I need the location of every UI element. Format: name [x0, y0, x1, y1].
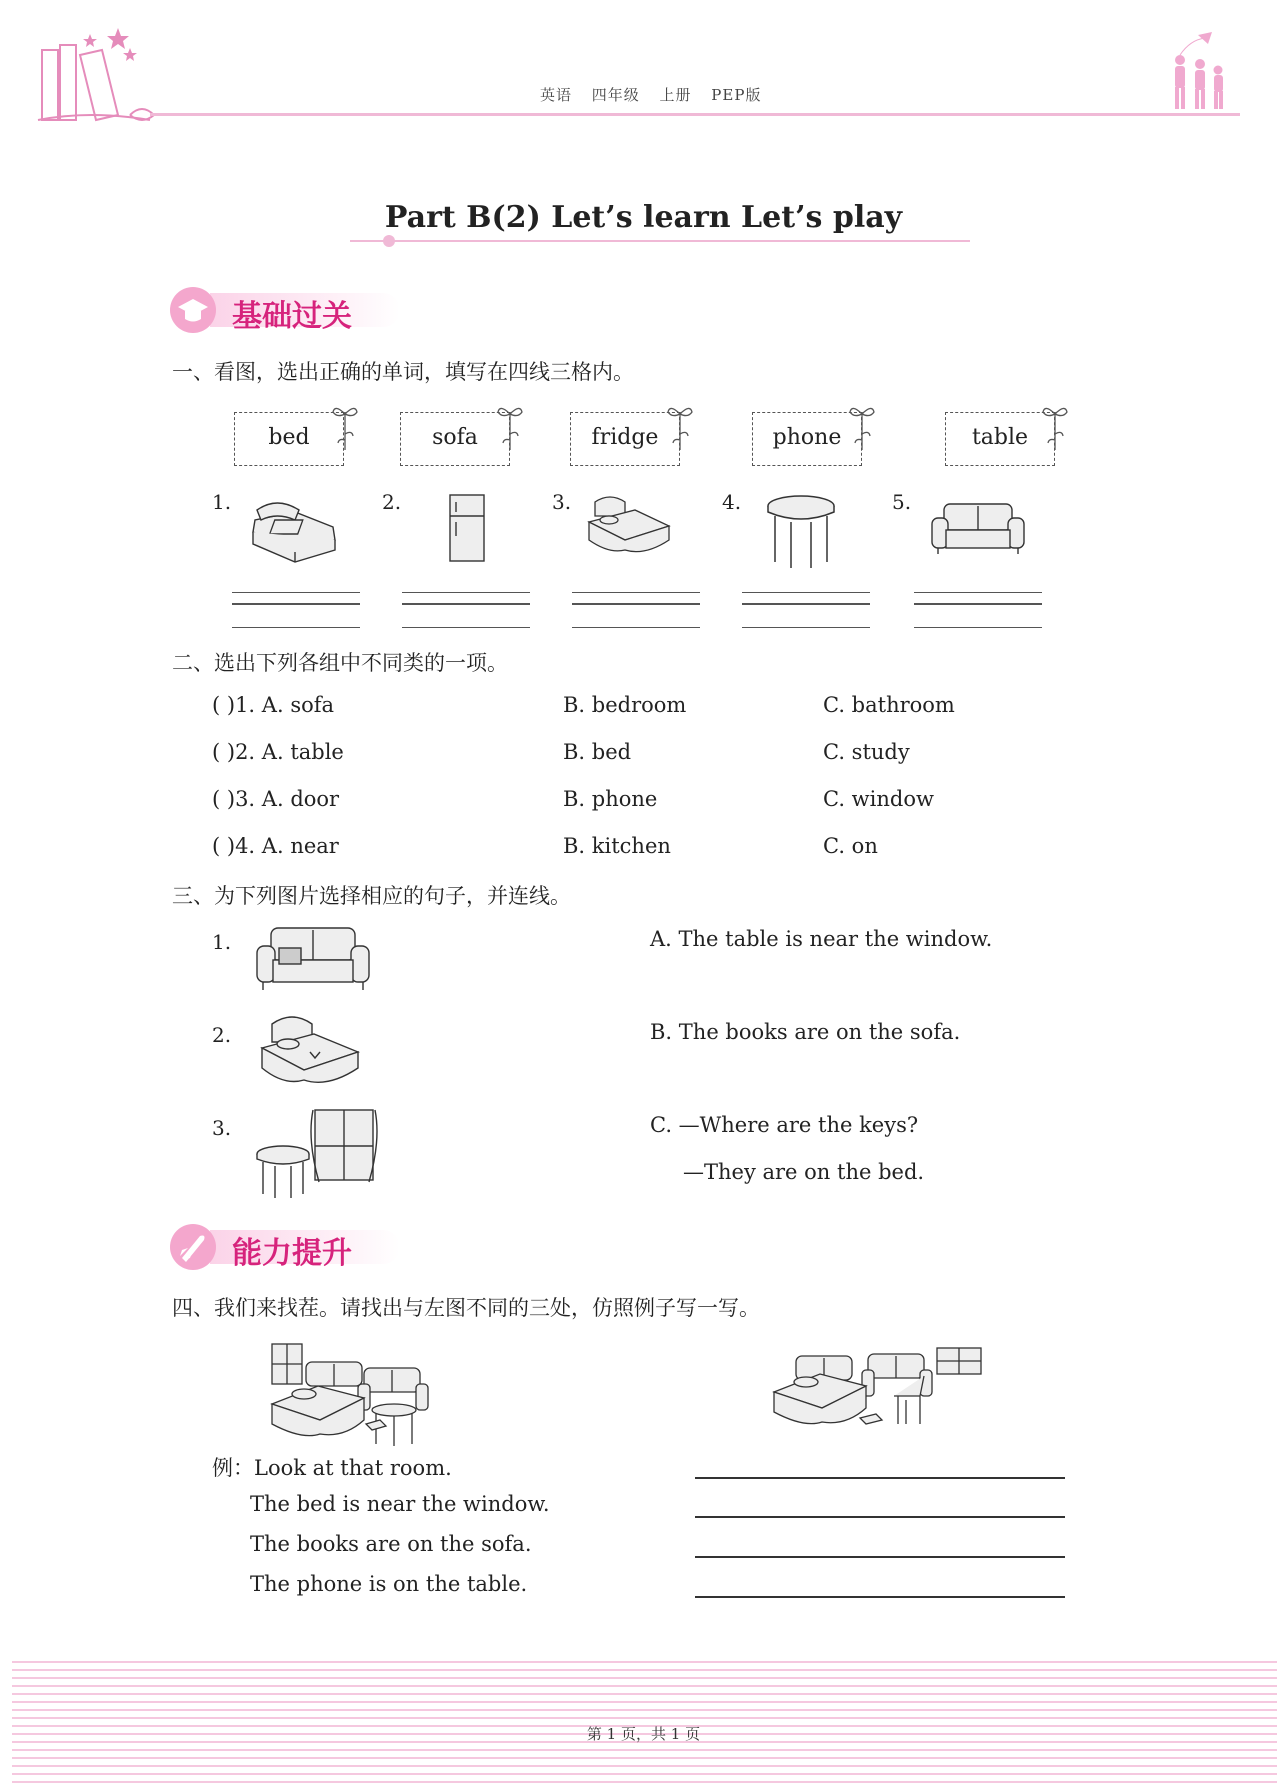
sentence-a[interactable]: A. The table is near the window. — [650, 927, 993, 951]
q3-pic-number: 1. — [212, 930, 232, 954]
option-b: B. bed — [563, 740, 632, 764]
q4-instruction: 四、我们来找茬。请找出与左图不同的三处，仿照例子写一写。 — [172, 1296, 760, 1320]
bed-icon — [585, 492, 673, 562]
writing-lines[interactable] — [572, 592, 700, 628]
example-line: The bed is near the window. — [250, 1492, 550, 1516]
header-subject: 英语 四年级 上册 PEP版 — [540, 86, 762, 104]
answer-bracket[interactable]: ( )2. A. table — [212, 740, 344, 764]
answer-bracket[interactable]: ( )1. A. sofa — [212, 693, 335, 717]
sofa-with-books-icon[interactable] — [255, 924, 370, 992]
q1-instruction: 一、看图，选出正确的单词，填写在四线三格内。 — [172, 360, 634, 384]
table-near-window-icon[interactable] — [255, 1106, 380, 1198]
answer-line[interactable] — [695, 1516, 1065, 1518]
q1-item-number: 5. — [892, 490, 912, 514]
word-box-sofa: sofa — [400, 412, 510, 466]
q3-pic-number: 3. — [212, 1116, 232, 1140]
room-left-picture-icon — [268, 1340, 438, 1448]
q2-instruction: 二、选出下列各组中不同类的一项。 — [172, 651, 508, 675]
bed-with-keys-icon[interactable] — [258, 1012, 363, 1092]
q1-item-number: 2. — [382, 490, 402, 514]
sentence-c-answer: —They are on the bed. — [683, 1160, 925, 1184]
q3-instruction: 三、为下列图片选择相应的句子，并连线。 — [172, 884, 571, 908]
room-right-picture-icon — [772, 1340, 987, 1440]
option-b: B. phone — [563, 787, 658, 811]
answer-line[interactable] — [695, 1477, 1065, 1479]
word-box-fridge: fridge — [570, 412, 680, 466]
writing-lines[interactable] — [402, 592, 530, 628]
page-number: 第 1 页，共 1 页 — [586, 1725, 701, 1743]
answer-line[interactable] — [695, 1556, 1065, 1558]
option-b: B. kitchen — [563, 834, 671, 858]
sentence-c-question[interactable]: C. —Where are the keys? — [650, 1113, 919, 1137]
sentence-b[interactable]: B. The books are on the sofa. — [650, 1020, 961, 1044]
answer-bracket[interactable]: ( )4. A. near — [212, 834, 339, 858]
option-c: C. study — [823, 740, 910, 764]
sprout-icon — [495, 400, 525, 450]
word-box-bed: bed — [234, 412, 344, 466]
word-box-table: table — [945, 412, 1055, 466]
q1-item-number: 3. — [552, 490, 572, 514]
example-line: 例：Look at that room. — [212, 1456, 452, 1480]
page-title: Part B(2) Let’s learn Let’s play — [384, 200, 903, 235]
sofa-icon — [930, 500, 1026, 556]
example-line: The books are on the sofa. — [250, 1532, 532, 1556]
sprout-icon — [1040, 400, 1070, 450]
example-label: 例： — [212, 1456, 254, 1480]
section-heading-basic: 基础过关 — [170, 287, 410, 333]
section-heading-advanced: 能力提升 — [170, 1224, 410, 1270]
sprout-icon — [665, 400, 695, 450]
title-underline — [350, 240, 970, 242]
q1-item-number: 4. — [722, 490, 742, 514]
title-dot — [383, 235, 395, 247]
option-c: C. bathroom — [823, 693, 955, 717]
answer-bracket[interactable]: ( )3. A. door — [212, 787, 340, 811]
q1-item-number: 1. — [212, 490, 232, 514]
writing-lines[interactable] — [914, 592, 1042, 628]
footer-band — [12, 1655, 1277, 1789]
option-c: C. window — [823, 787, 934, 811]
fridge-icon — [445, 492, 490, 564]
children-kite-decoration-icon — [1160, 30, 1240, 115]
phone-icon — [245, 492, 340, 564]
example-line: The phone is on the table. — [250, 1572, 528, 1596]
sprout-icon — [330, 400, 360, 450]
word-box-phone: phone — [752, 412, 862, 466]
books-decoration-icon — [30, 20, 160, 130]
q3-pic-number: 2. — [212, 1023, 232, 1047]
writing-lines[interactable] — [232, 592, 360, 628]
option-c: C. on — [823, 834, 878, 858]
rocket-icon — [170, 1224, 216, 1270]
answer-line[interactable] — [695, 1596, 1065, 1598]
sprout-icon — [847, 400, 877, 450]
graduation-cap-icon — [170, 287, 216, 333]
table-icon — [765, 492, 837, 570]
header-rule — [150, 113, 1240, 116]
option-b: B. bedroom — [563, 693, 687, 717]
writing-lines[interactable] — [742, 592, 870, 628]
